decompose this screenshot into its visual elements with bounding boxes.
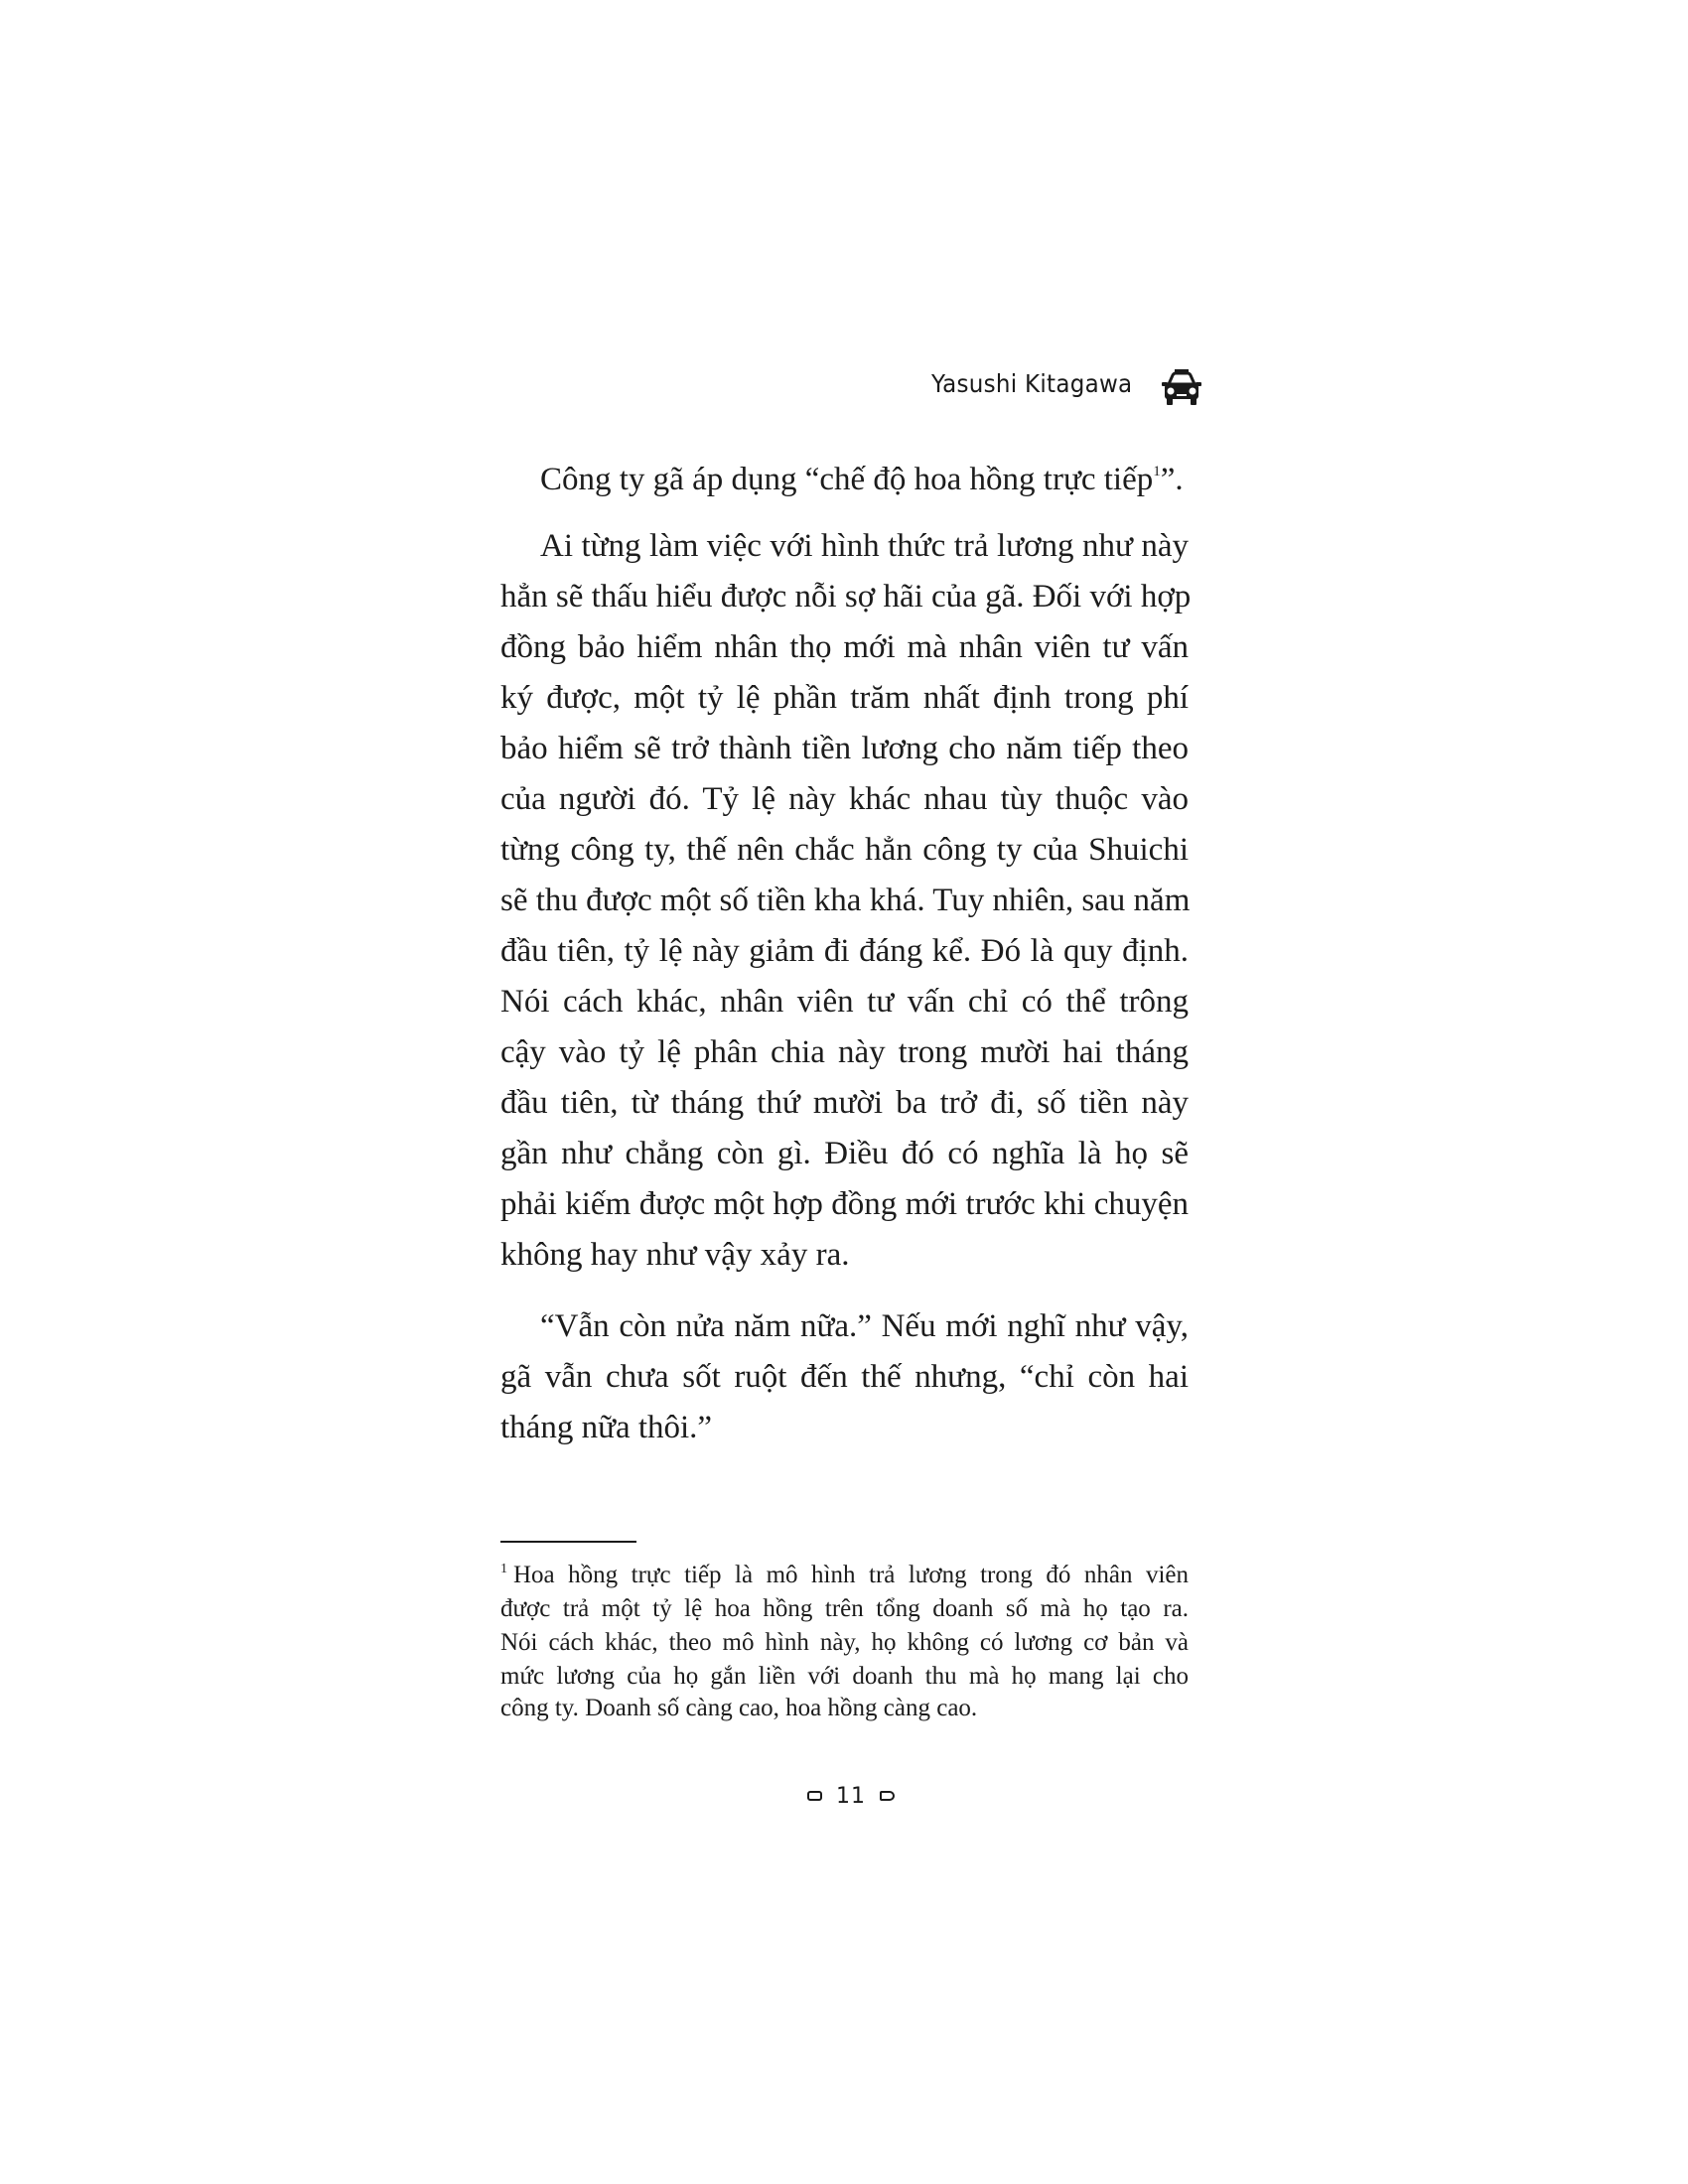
page-number-value: 11 [836,1783,866,1809]
footnote-line: được trả một tỷ lệ hoa hồng trên tổng doanh số mà họ tạo ra. [500,1595,1189,1622]
body-line: Công ty gã áp dụng “chế độ hoa hồng trực tiếp$^1$”. [540,462,1184,497]
body-line: gần như chẳng còn gì. Điều đó có nghĩa là họ sẽ [500,1136,1189,1171]
footnote-line: Nói cách khác, theo mô hình này, họ không có lương cơ bản và [500,1629,1189,1656]
body-line: phải kiếm được một hợp đồng mới trước khi chuyện [500,1186,1189,1222]
body-line: đầu tiên, tỷ lệ này giảm đi đáng kể. Đó là quy định. [500,933,1189,969]
body-line: từng công ty, thế nên chắc hẳn công ty của Shuichi [500,832,1189,868]
body-line: bảo hiểm sẽ trở thành tiền lương cho năm tiếp theo [500,731,1189,766]
body-line: ký được, một tỷ lệ phần trăm nhất định trong phí [500,680,1189,716]
body-line: đầu tiên, từ tháng thứ mười ba trở đi, số tiền này [500,1085,1189,1121]
page-ornament-left-icon [807,1791,822,1801]
body-line: đồng bảo hiểm nhân thọ mới mà nhân viên tư vấn [500,629,1189,665]
footnote-reference[interactable]: 1 [1153,464,1161,479]
footnote-marker: 1 [500,1562,507,1576]
running-head-author: Yasushi Kitagawa [931,369,1133,398]
body-line: Ai từng làm việc với hình thức trả lương như này [540,528,1189,564]
page-number [794,1783,908,1809]
taxi-car-icon [1160,367,1203,407]
body-line: gã vẫn chưa sốt ruột đến thế nhưng, “chỉ còn hai [500,1359,1189,1395]
footnote-line: công ty. Doanh số càng cao, hoa hồng càng cao. [500,1695,978,1721]
footnote-line: $^1$ Hoa hồng trực tiếp là mô hình trả lương trong đó nhân viên [500,1562,1189,1588]
running-head [923,365,1203,409]
body-line: “Vẫn còn nửa năm nữa.” Nếu mới nghĩ như vậy, [540,1308,1189,1344]
body-line: của người đó. Tỷ lệ này khác nhau tùy thuộc vào [500,781,1189,817]
body-line: cậy vào tỷ lệ phân chia này trong mười hai tháng [500,1034,1189,1070]
body-line: Nói cách khác, nhân viên tư vấn chỉ có thể trông [500,984,1189,1020]
footnote-line: mức lương của họ gắn liền với doanh thu mà họ mang lại cho [500,1663,1189,1690]
body-line: hẳn sẽ thấu hiểu được nỗi sợ hãi của gã. Đối với hợp [500,579,1192,614]
page-ornament-right-icon [880,1791,895,1801]
body-line: sẽ thu được một số tiền kha khá. Tuy nhiên, sau năm [500,883,1191,918]
body-line: không hay như vậy xảy ra. [500,1237,850,1273]
footnote-separator [500,1541,636,1543]
body-line: tháng nữa thôi.” [500,1410,713,1445]
